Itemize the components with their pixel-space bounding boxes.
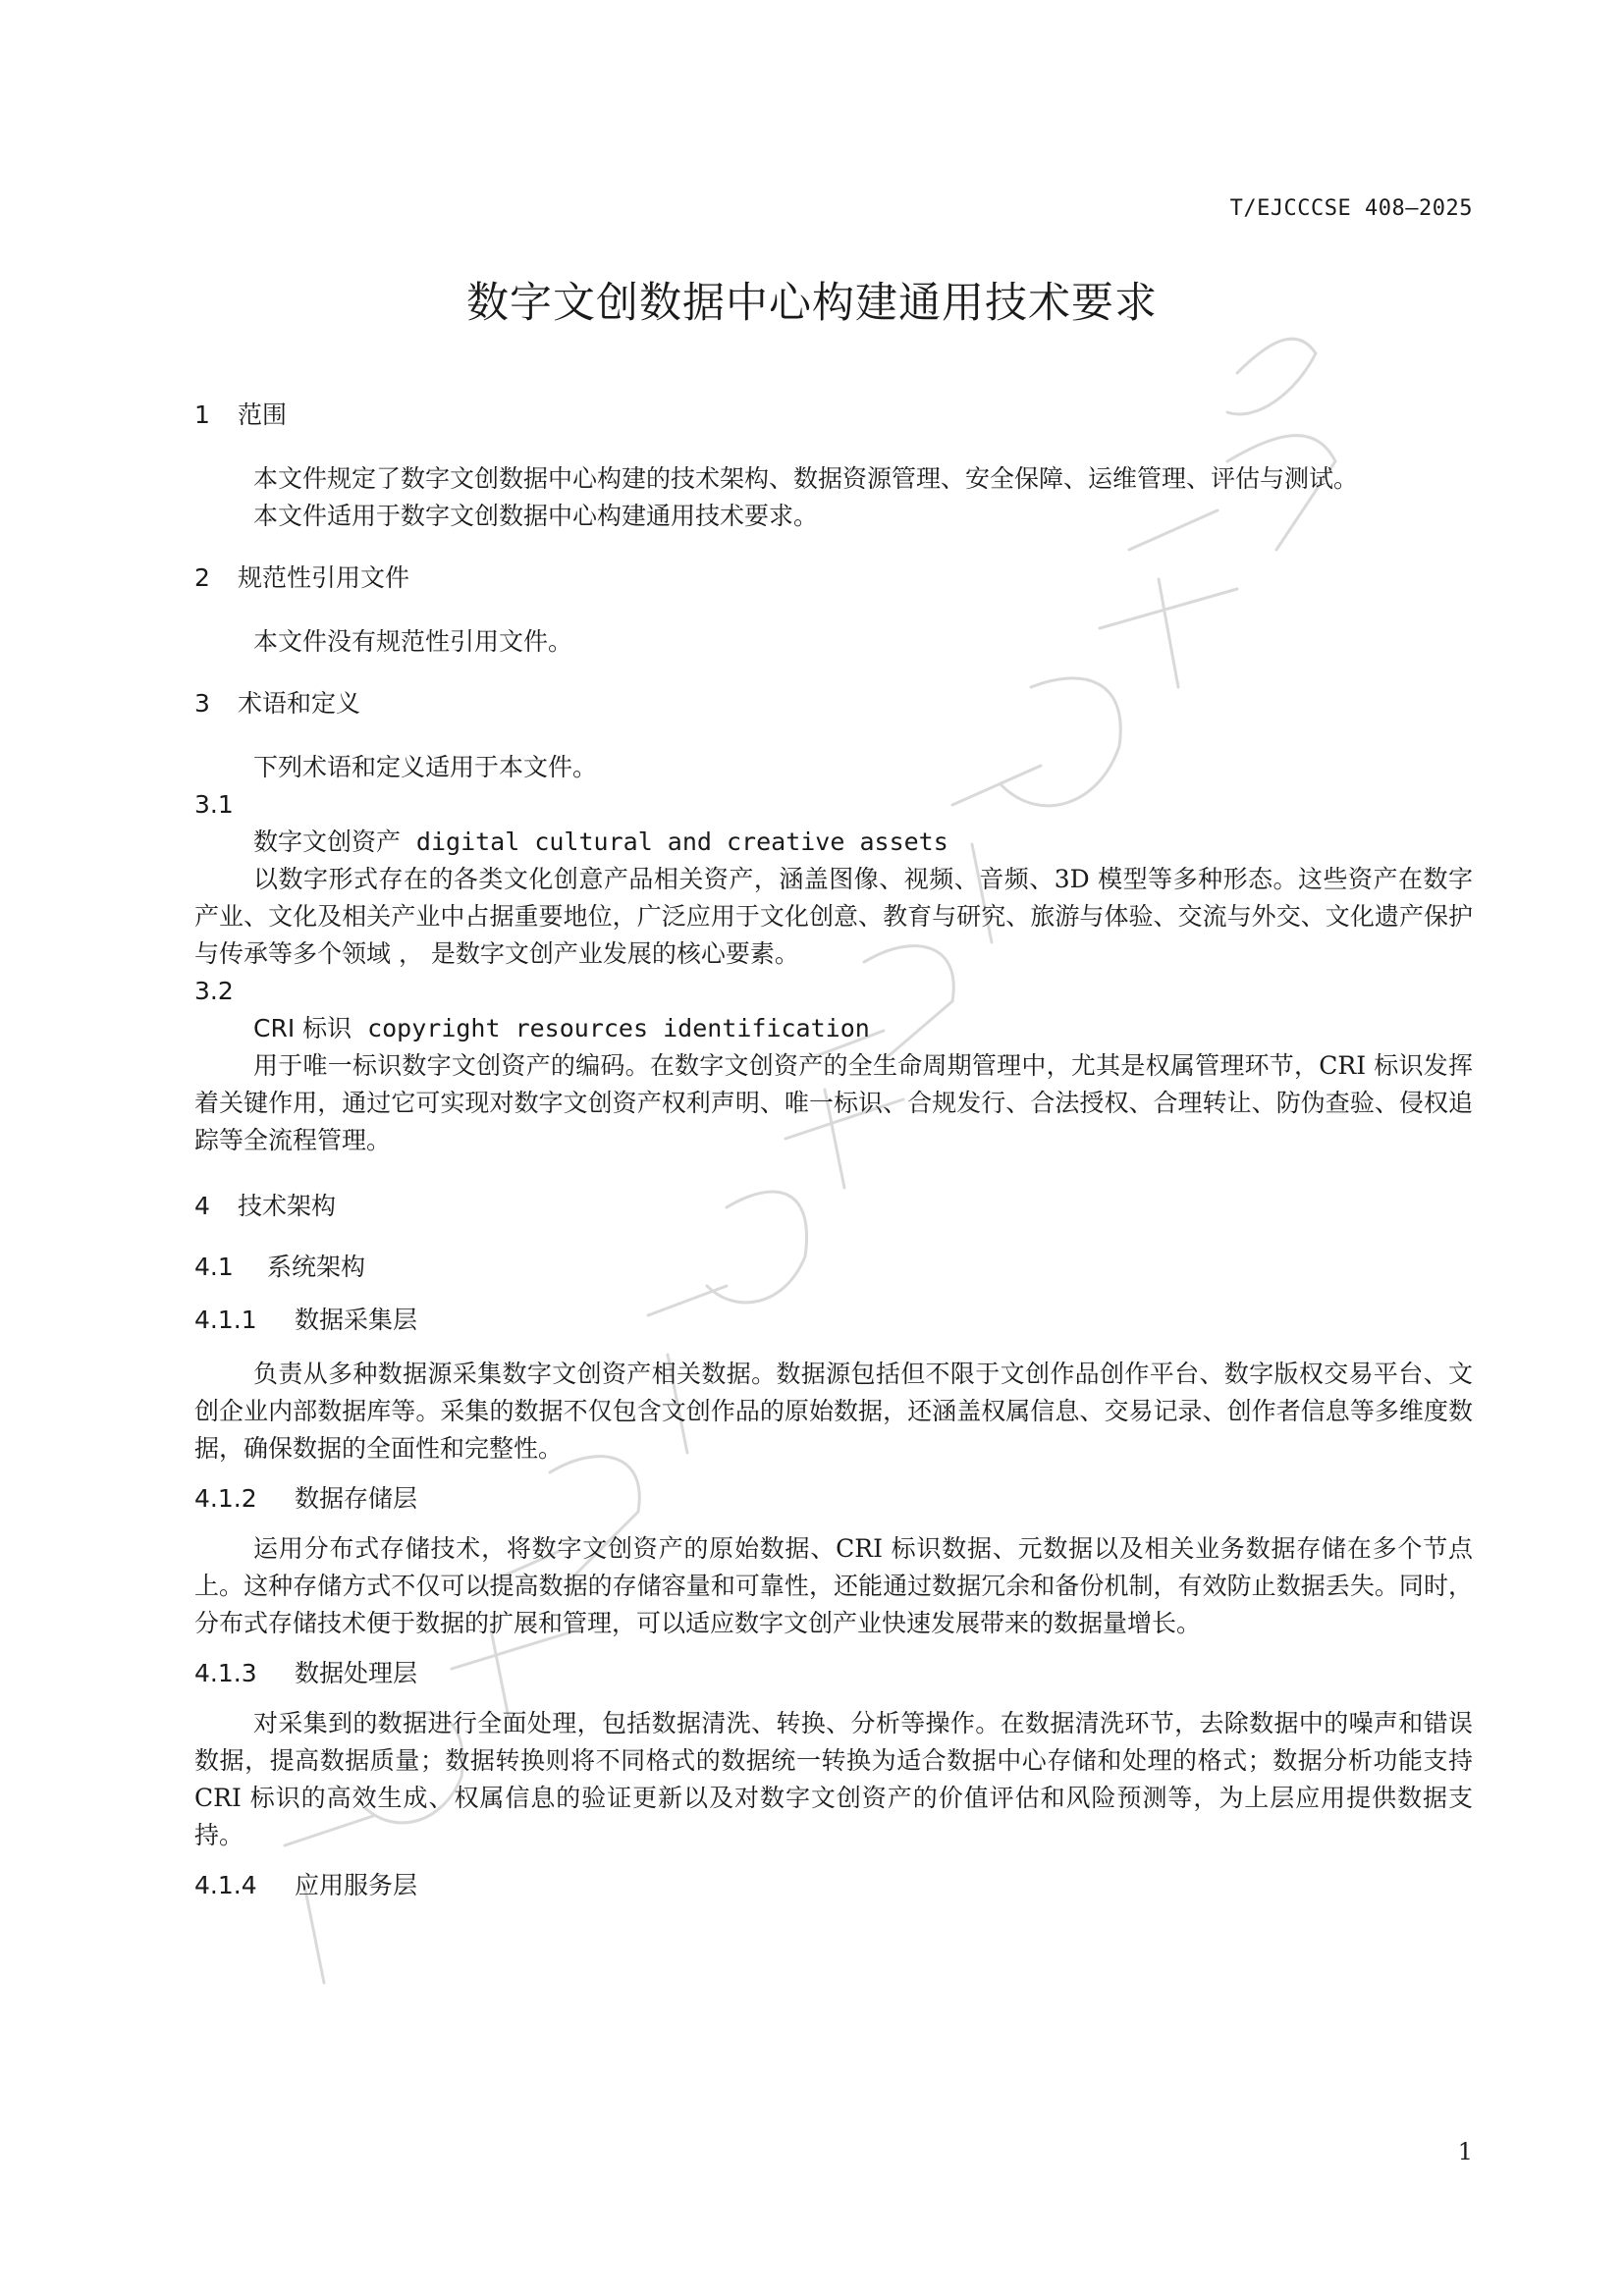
paragraph: 本文件适用于数字文创数据中心构建通用技术要求。 bbox=[253, 502, 819, 530]
section-number: 4.1.4 bbox=[194, 1871, 257, 1899]
term-chinese: 数字文创资产 bbox=[253, 828, 402, 856]
term-number: 3.1 bbox=[194, 790, 234, 819]
document-title: 数字文创数据中心构建通用技术要求 bbox=[466, 279, 1158, 328]
subsection-4-1-1-heading bbox=[194, 1303, 1473, 1338]
standard-code: T/EJCCCSE 408—2025 bbox=[1229, 196, 1473, 221]
term-chinese: CRI 标识 bbox=[253, 1014, 352, 1042]
subsection-4-1-3-heading bbox=[194, 1656, 1473, 1691]
subsection-4-1-2-heading bbox=[194, 1481, 1473, 1517]
section-2-heading bbox=[194, 561, 1473, 596]
section-4-heading bbox=[194, 1189, 1473, 1224]
section-number: 1 bbox=[194, 400, 210, 429]
section-title: 范围 bbox=[238, 400, 288, 429]
page-number: 1 bbox=[1457, 2138, 1473, 2165]
section-title: 应用服务层 bbox=[295, 1871, 418, 1899]
section-3-heading bbox=[194, 686, 1473, 721]
section-number: 4.1.3 bbox=[194, 1659, 257, 1687]
document-body bbox=[194, 398, 1473, 1903]
section-number: 4.1.1 bbox=[194, 1306, 257, 1334]
term-english: digital cultural and creative assets bbox=[415, 828, 948, 856]
term-english: copyright resources identification bbox=[367, 1014, 870, 1042]
section-title: 系统架构 bbox=[267, 1253, 366, 1281]
section-title: 规范性引用文件 bbox=[238, 563, 410, 592]
section-title: 数据存储层 bbox=[295, 1484, 418, 1513]
subsection-4-1-4-heading bbox=[194, 1868, 1473, 1903]
section-number: 4 bbox=[194, 1192, 210, 1220]
paragraph: 下列术语和定义适用于本文件。 bbox=[253, 753, 598, 781]
paragraph: 本文件规定了数字文创数据中心构建的技术架构、数据资源管理、安全保障、运维管理、评估与测试。 bbox=[253, 464, 1359, 493]
term-definition: 以数字形式存在的各类文化创意产品相关资产，涵盖图像、视频、音频、3D 模型等多种形态。这些资产在数字产业、文化及相关产业中占据重要地位，广泛应用于文化创意、教育与研究、旅游与体验、交流与外交、文化遗产保护与传承等多个领域 ， 是数字文创产业发展的核心要素。 bbox=[194, 865, 1473, 968]
term-entry bbox=[194, 1010, 1473, 1047]
section-title: 技术架构 bbox=[238, 1192, 337, 1220]
section-number: 4.1.2 bbox=[194, 1484, 257, 1513]
term-definition: 用于唯一标识数字文创资产的编码。在数字文创资产的全生命周期管理中，尤其是权属管理环节，CRI 标识发挥着关键作用，通过它可实现对数字文创资产权利声明、唯一标识、合规发行、合法授权、合理转让、防伪查验、侵权追踪等全流程管理。 bbox=[194, 1051, 1473, 1154]
term-entry bbox=[194, 824, 1473, 861]
paragraph: 本文件没有规范性引用文件。 bbox=[253, 627, 573, 656]
section-title: 数据采集层 bbox=[295, 1306, 418, 1334]
section-number: 3 bbox=[194, 689, 210, 718]
subsection-4-1-heading bbox=[194, 1250, 1473, 1285]
term-number: 3.2 bbox=[194, 977, 234, 1005]
section-title: 术语和定义 bbox=[238, 689, 361, 718]
section-title: 数据处理层 bbox=[295, 1659, 418, 1687]
section-1-heading bbox=[194, 398, 1473, 433]
paragraph: 对采集到的数据进行全面处理，包括数据清洗、转换、分析等操作。在数据清洗环节，去除数据中的噪声和错误数据，提高数据质量；数据转换则将不同格式的数据统一转换为适合数据中心存储和处理的格式；数据分析功能支持 CRI 标识的高效生成、权属信息的验证更新以及对数字文创资产的价值评估和风险预测等，为上层应用提供数据支持。 bbox=[194, 1709, 1473, 1849]
paragraph: 运用分布式存储技术，将数字文创资产的原始数据、CRI 标识数据、元数据以及相关业务数据存储在多个节点上。这种存储方式不仅可以提高数据的存储容量和可靠性，还能通过数据冗余和备份机制，有效防止数据丢失。同时，分布式存储技术便于数据的扩展和管理，可以适应数字文创产业快速发展带来的数据量增长。 bbox=[194, 1534, 1473, 1637]
section-number: 4.1 bbox=[194, 1253, 234, 1281]
paragraph: 负责从多种数据源采集数字文创资产相关数据。数据源包括但不限于文创作品创作平台、数字版权交易平台、文创企业内部数据库等。采集的数据不仅包含文创作品的原始数据，还涵盖权属信息、交易记录、创作者信息等多维度数据，确保数据的全面性和完整性。 bbox=[194, 1360, 1473, 1463]
section-number: 2 bbox=[194, 563, 210, 592]
